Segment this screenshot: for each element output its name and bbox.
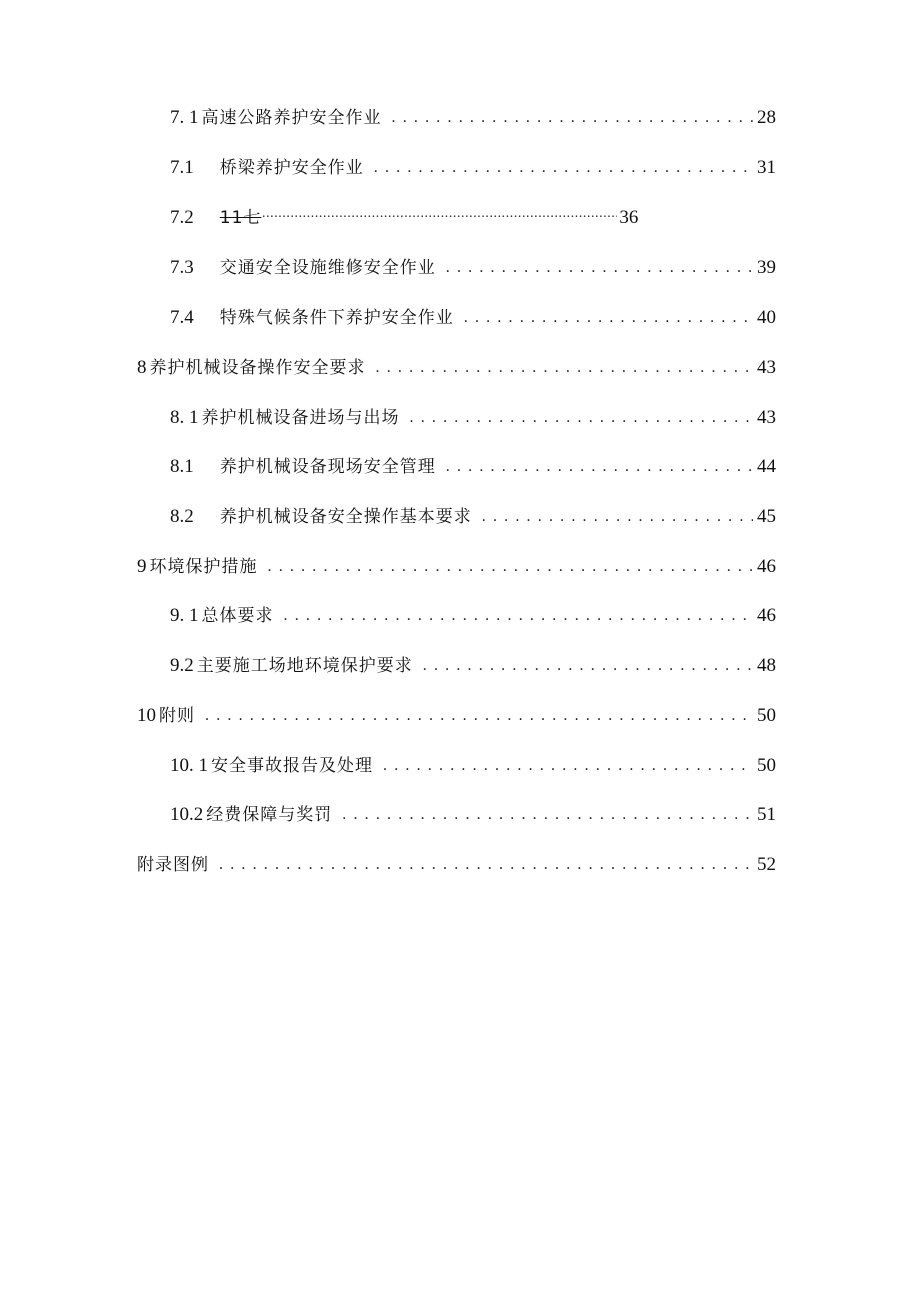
toc-entry [170, 452, 776, 482]
toc-entry-page: 40 [757, 307, 776, 328]
toc-entry [137, 353, 776, 383]
toc-entry [170, 303, 776, 333]
toc-entry [137, 552, 776, 582]
toc-entry-page: 52 [757, 854, 776, 875]
dot-leader [374, 153, 753, 183]
toc-entry-title: 桥梁养护安全作业 [219, 158, 364, 178]
toc-entry-title: 交通安全设施维修安全作业 [219, 258, 436, 278]
toc-entry-number: 7.3 [170, 257, 194, 278]
dot-leader [464, 303, 753, 333]
toc-entry [170, 203, 638, 233]
toc-entry-number: 10.2 [170, 804, 204, 825]
dot-leader [205, 701, 753, 731]
toc-entry-title: 环境保护措施 [149, 557, 258, 577]
toc-entry-title: 经费保障与奖罚 [206, 805, 333, 825]
toc-entry-number: 8 [137, 357, 147, 378]
toc-entry-page: 46 [757, 556, 776, 577]
toc-entry-title: 11七 [219, 208, 262, 228]
dot-leader [284, 601, 754, 631]
dot-leader [410, 403, 754, 433]
dot-leader [482, 502, 753, 532]
toc-entry [170, 153, 776, 183]
dot-leader [446, 452, 753, 482]
toc-entry-page: 51 [757, 804, 776, 825]
toc-entry-number: 7.1 [170, 157, 194, 178]
toc-entry-title: 安全事故报告及处理 [211, 756, 373, 776]
toc-entry-number: 10 [137, 705, 156, 726]
toc-entry-number: 7.4 [170, 307, 194, 328]
toc-entry-number: 8.1 [170, 456, 194, 477]
toc-entry [137, 850, 776, 880]
dot-leader [446, 253, 753, 283]
toc-entry-title: 主要施工场地环境保护要求 [196, 656, 413, 676]
toc-entry [170, 601, 776, 631]
toc-entry-page: 48 [757, 655, 776, 676]
toc-entry-title: 特殊气候条件下养护安全作业 [219, 308, 454, 328]
toc-entry-title: 附录图例 [137, 855, 209, 875]
toc-entry-number: 8. 1 [170, 407, 199, 428]
toc-entry-page: 46 [757, 605, 776, 626]
toc-entry-number: 7.2 [170, 207, 194, 228]
toc-entry-title: 高速公路养护安全作业 [201, 108, 382, 128]
toc-entry-number: 9.2 [170, 655, 194, 676]
toc-entry-page: 43 [757, 407, 776, 428]
toc-entry-page: 31 [757, 157, 776, 178]
dot-leader [268, 552, 754, 582]
toc-entry-page: 50 [757, 755, 776, 776]
toc-entry-number: 8.2 [170, 506, 194, 527]
dot-leader [383, 751, 753, 781]
toc-entry-page: 28 [757, 107, 776, 128]
dot-leader [219, 850, 753, 880]
toc-entry [170, 800, 776, 830]
toc-entry [170, 403, 776, 433]
toc-entry-page: 43 [757, 357, 776, 378]
toc-entry-title: 养护机械设备安全操作基本要求 [219, 507, 472, 527]
toc-entry [170, 103, 776, 133]
toc-entry-title: 养护机械设备现场安全管理 [219, 457, 436, 477]
toc-entry-title: 总体要求 [201, 606, 274, 626]
dot-leader [261, 203, 617, 233]
dot-leader [376, 353, 754, 383]
toc-entry [170, 751, 776, 781]
toc-entry-page: 39 [757, 257, 776, 278]
toc-entry-page: 50 [757, 705, 776, 726]
toc-entry-page: 36 [619, 207, 639, 228]
toc-entry [137, 701, 776, 731]
toc-entry-number: 10. 1 [170, 755, 208, 776]
toc-entry [170, 502, 776, 532]
toc-entry-title: 养护机械设备操作安全要求 [149, 358, 366, 378]
toc-entry-title: 附则 [159, 706, 195, 726]
toc-entry-page: 45 [757, 506, 776, 527]
toc-entry-number: 7. 1 [170, 107, 199, 128]
toc-entry-title: 养护机械设备进场与出场 [201, 408, 400, 428]
dot-leader [423, 651, 753, 681]
toc-entry [170, 651, 776, 681]
toc-entry-number: 9 [137, 556, 147, 577]
dot-leader [392, 103, 754, 133]
toc-entry-page: 44 [757, 456, 776, 477]
toc-entry [170, 253, 776, 283]
toc-entry-number: 9. 1 [170, 605, 199, 626]
dot-leader [342, 800, 753, 830]
